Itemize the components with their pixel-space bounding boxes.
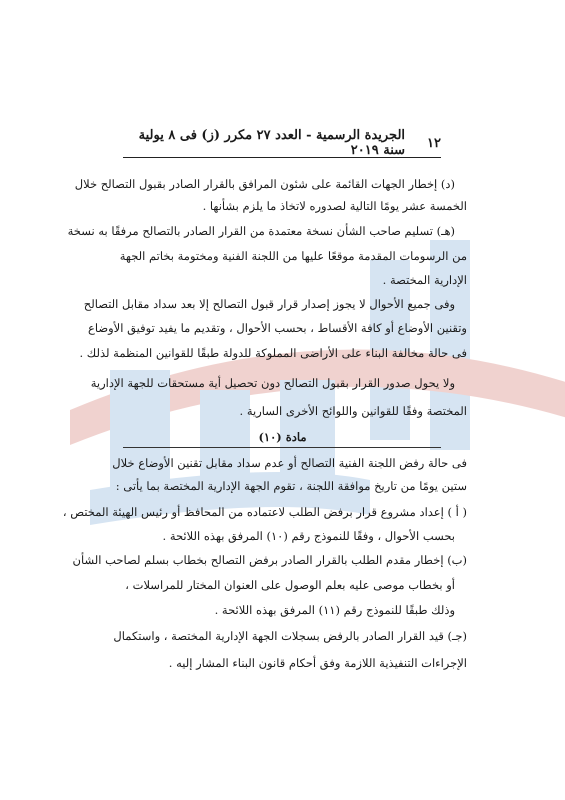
paragraph-line: (د) إخطار الجهات القائمة على شئون المرافق بالقرار الصادر بقبول التصالح خلال xyxy=(74,177,455,191)
paragraph-line: بحسب الأحوال ، وفقًا للنموذج رقم (١٠) المرفق بهذه اللائحة . xyxy=(162,529,455,543)
article-heading: مادة (١٠) xyxy=(258,430,307,444)
paragraph-line: الإجراءات التنفيذية اللازمة وفق أحكام قانون البناء المشار إليه . xyxy=(168,656,467,670)
header-divider xyxy=(123,157,441,158)
page-header xyxy=(123,128,441,158)
paragraph-line: الخمسة عشر يومًا التالية لصدوره لاتخاذ ما يلزم بشأنها . xyxy=(202,199,467,213)
paragraph-line: الإدارية المختصة . xyxy=(382,273,467,287)
page-number: ١٢ xyxy=(427,135,441,151)
article-divider xyxy=(123,447,441,448)
paragraph-line: وتقنين الأوضاع أو كافة الأقساط ، بحسب الأحوال ، وتقديم ما يفيد توفيق الأوضاع xyxy=(87,321,467,335)
paragraph-line: ستين يومًا من تاريخ موافقة اللجنة ، تقوم الجهة الإدارية المختصة بما يأتى : xyxy=(115,479,467,493)
paragraph-line: المختصة وفقًا للقوانين واللوائح الأخرى السارية . xyxy=(239,404,467,418)
paragraph-line: (جـ) قيد القرار الصادر بالرفض بسجلات الجهة الإدارية المختصة ، واستكمال xyxy=(113,629,467,643)
paragraph-line: فى حالة رفض اللجنة الفنية التصالح أو عدم سداد مقابل تقنين الأوضاع خلال xyxy=(112,456,467,470)
paragraph-line: (هـ) تسليم صاحب الشأن نسخة معتمدة من القرار الصادر بالتصالح مرفقًا به نسخة xyxy=(67,224,455,238)
paragraph-line: من الرسومات المقدمة موقعًا عليها من اللجنة الفنية ومختومة بخاتم الجهة xyxy=(119,249,467,263)
paragraph-line: فى حالة مخالفة البناء على الأراضى المملوكة للدولة طبقًا للقوانين المنظمة لذلك . xyxy=(79,346,467,360)
paragraph-line: ( أ ) إعداد مشروع قرار برفض الطلب لاعتماده من المحافظ أو رئيس الهيئة المختص ، xyxy=(62,505,467,519)
gazette-title: الجريدة الرسمية - العدد ٢٧ مكرر (ز) فى ٨ يولية سنة ٢٠١٩ xyxy=(138,128,406,158)
paragraph-line: ولا يحول صدور القرار بقبول التصالح دون تحصيل أية مستحقات للجهة الإدارية xyxy=(90,376,455,390)
paragraph-line: (ب) إخطار مقدم الطلب بالقرار الصادر برفض التصالح بخطاب بسلم لصاحب الشأن xyxy=(72,553,467,567)
paragraph-line: وذلك طبقًا للنموذج رقم (١١) المرفق بهذه اللائحة . xyxy=(214,603,455,617)
paragraph-line: أو بخطاب موصى عليه بعلم الوصول على العنوان المختار للمراسلات ، xyxy=(125,578,455,592)
paragraph-line: وفى جميع الأحوال لا يجوز إصدار قرار قبول التصالح إلا بعد سداد مقابل التصالح xyxy=(83,297,455,311)
